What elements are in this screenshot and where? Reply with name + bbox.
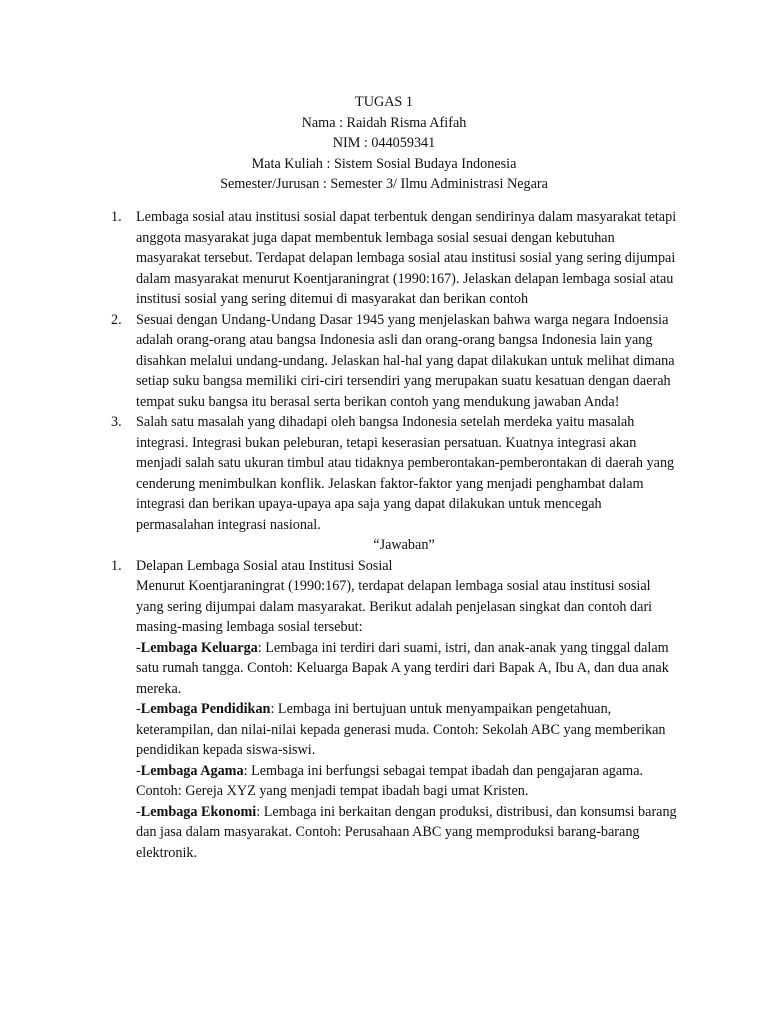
question-number: 1.: [111, 209, 122, 225]
lembaga-entry: [136, 761, 678, 802]
lembaga-desc: : Lembaga ini berkaitan dengan produksi, distribusi, dan konsumsi barang dan jasa dalam masyarakat. Contoh: Perusahaan ABC yang memproduksi barang-barang elektronik.: [136, 803, 677, 861]
answer-item: [0, 556, 678, 864]
lembaga-dash: -: [136, 762, 141, 779]
lembaga-name: Lembaga Agama: [140, 762, 244, 779]
student-nim: NIM : 044059341: [332, 135, 436, 151]
lembaga-desc: : Lembaga ini bertujuan untuk menyampaikan pengetahuan, keterampilan, dan nilai-nilai kepada generasi muda. Contoh: Sekolah ABC yang memberikan pendidikan kepada siswa-siswi.: [136, 701, 666, 758]
answer-section-label: “Jawaban”: [373, 537, 435, 553]
question-text: Lembaga sosial atau institusi sosial dapat terbentuk dengan sendirinya dalam masyarakat tetapi anggota masyarakat juga dapat membentuk lembaga sosial sesuai dengan kebutuhan masyarakat tersebut. Terdapat delapan lembaga sosial atau institusi sosial yang sering dijumpai dalam masyarakat menurut Koentjaraningrat (1990:167). Jelaskan delapan lembaga sosial atau institusi sosial yang sering ditemui di masyarakat dan berikan contoh: [136, 209, 677, 307]
course-name: Mata Kuliah : Sistem Sosial Budaya Indonesia: [251, 155, 517, 172]
lembaga-name: Lembaga Ekonomi: [140, 803, 257, 820]
answer-number: 1.: [111, 557, 122, 574]
question-number: 3.: [111, 414, 122, 430]
lembaga-desc: : Lembaga ini terdiri dari suami, istri, dan anak-anak yang tinggal dalam satu rumah tangga. Contoh: Keluarga Bapak A yang terdiri dari Bapak A, Ibu A, dan dua anak mereka.: [136, 639, 669, 697]
semester-major: Semester/Jurusan : Semester 3/ Ilmu Administrasi Negara: [220, 176, 548, 192]
lembaga-entry: [136, 802, 678, 864]
answer-list: [0, 556, 768, 864]
lembaga-desc: : Lembaga ini berfungsi sebagai tempat ibadah dan pengajaran agama. Contoh: Gereja XYZ yang menjadi tempat ibadah bagi umat Kristen.: [136, 762, 644, 799]
question-item: [0, 412, 678, 535]
lembaga-dash: -: [136, 701, 141, 717]
question-list: [0, 207, 768, 863]
question-item: [0, 207, 678, 310]
lembaga-name: Lembaga Pendidikan: [140, 701, 271, 717]
answer-intro: Menurut Koentjaraningrat (1990:167), terdapat delapan lembaga sosial atau institusi sosial yang sering dijumpai dalam masyarakat. Berikut adalah penjelasan singkat dan contoh dari masing-masing lembaga sosial tersebut:: [136, 578, 653, 635]
document-header: [0, 92, 768, 195]
student-name: Nama : Raidah Risma Afifah: [301, 114, 467, 131]
lembaga-name: Lembaga Keluarga: [140, 639, 258, 656]
lembaga-dash: -: [136, 639, 141, 656]
question-text: Sesuai dengan Undang-Undang Dasar 1945 yang menjelaskan bahwa warga negara Indoensia adalah orang-orang atau bangsa Indonesia asli dan orang-orang bangsa Indonesia lain yang disahkan melalui undang-undang. Jelaskan hal-hal yang dapat dilakukan untuk melihat dimana setiap suku bangsa memiliki ciri-ciri tersendiri yang merupakan suatu kesatuan dengan daerah tempat suku bangsa itu berasal serta berikan contoh yang mendukung jawaban Anda!: [136, 311, 675, 410]
question-text: Salah satu masalah yang dihadapi oleh bangsa Indonesia setelah merdeka yaitu masalah integrasi. Integrasi bukan peleburan, tetapi keserasian persatuan. Kuatnya integrasi akan menjadi salah satu ukuran timbul atau tidaknya pemberontakan-pemberontakan di daerah yang cenderung menimbulkan konflik. Jelaskan faktor-faktor yang menjadi penghambat dalam integrasi dan berikan upaya-upaya apa saja yang dapat dilakukan untuk mencegah permasalahan integrasi nasional.: [136, 414, 675, 533]
answer-heading: Delapan Lembaga Sosial atau Institusi Sosial: [136, 557, 393, 574]
question-number: 2.: [111, 311, 122, 328]
assignment-title: TUGAS 1: [355, 94, 413, 110]
lembaga-entry: [136, 638, 678, 700]
lembaga-dash: -: [136, 803, 141, 820]
lembaga-entry: [136, 699, 678, 761]
question-item: [0, 310, 678, 413]
